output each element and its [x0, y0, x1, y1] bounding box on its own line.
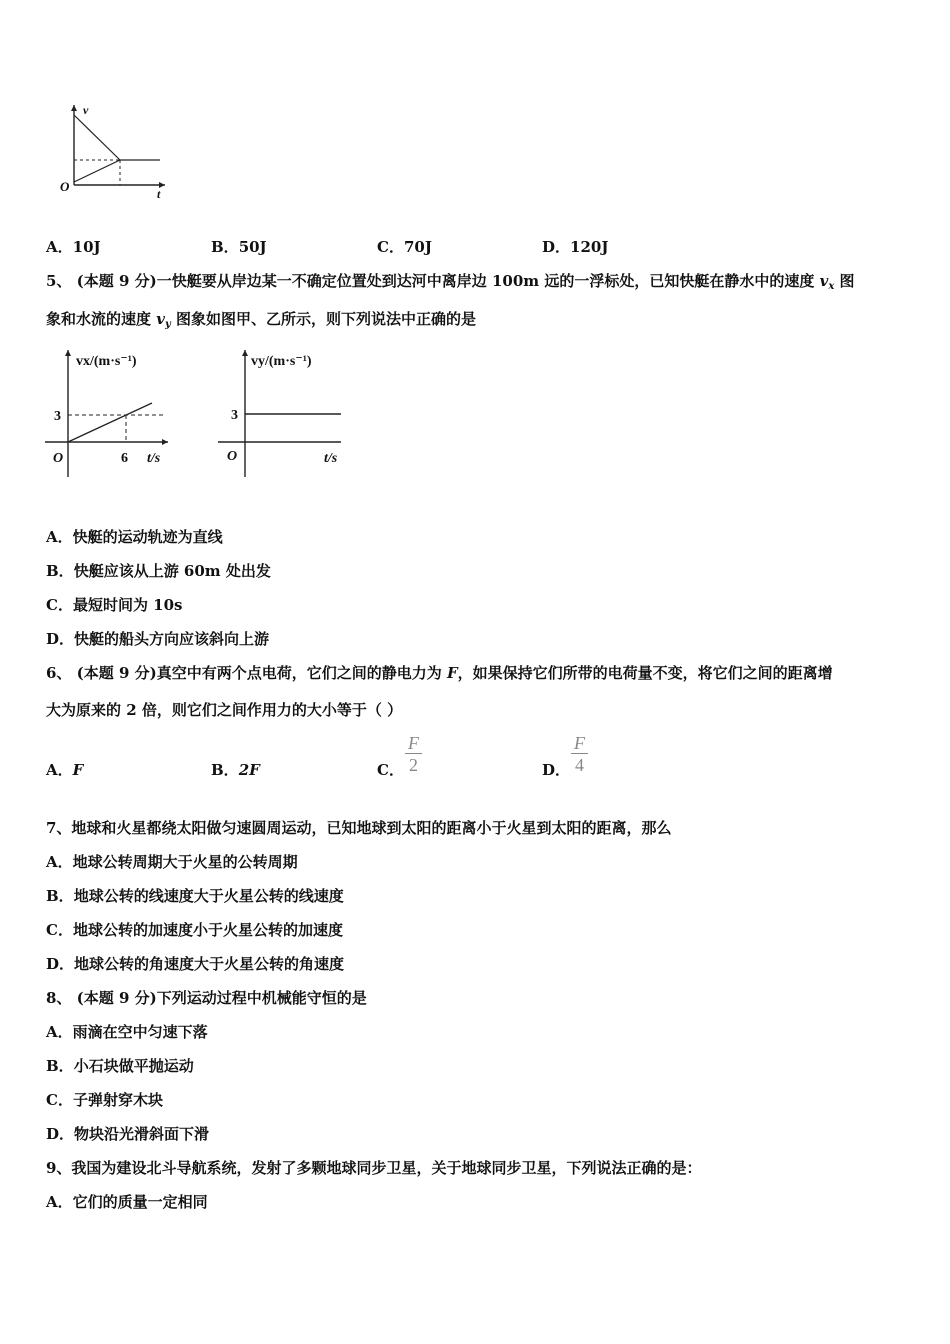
q8-option-a[interactable]: A．雨滴在空中匀速下落: [46, 1023, 208, 1041]
q4-graph-y-label: v: [83, 103, 89, 117]
q6-stem-line1: 6、 (本题 9 分)真空中有两个点电荷，它们之间的静电力为 F，如果保持它们所带的电荷量不变，将它们之间的距离增: [46, 664, 833, 682]
q7-stem: 7、地球和火星都绕太阳做匀速圆周运动，已知地球到太阳的距离小于火星到太阳的距离，那么: [46, 819, 672, 837]
q5-left-x-tick: 6: [121, 451, 128, 466]
q4-graph-origin: O: [60, 179, 70, 194]
q6-option-d-fraction: $\frac{F}{4}$: [571, 733, 588, 776]
q7-option-d[interactable]: D．地球公转的角速度大于火星公转的角速度: [46, 955, 345, 973]
q4-option-a[interactable]: A．10J: [46, 238, 101, 256]
q5-option-b[interactable]: B．快艇应该从上游 60m 处出发: [46, 562, 271, 580]
q5-right-origin: O: [227, 449, 238, 464]
q8-option-c[interactable]: C．子弹射穿木块: [46, 1091, 163, 1109]
q6-option-b[interactable]: B．2F: [211, 761, 260, 779]
q5-left-x-label: t/s: [147, 451, 161, 466]
q7-option-a[interactable]: A．地球公转周期大于火星的公转周期: [46, 853, 298, 871]
q5-option-a[interactable]: A．快艇的运动轨迹为直线: [46, 528, 223, 546]
q6-option-d[interactable]: D．: [542, 761, 571, 779]
q5-option-c[interactable]: C．最短时间为 10s: [46, 596, 183, 614]
q6-stem-line2: 大为原来的 2 倍，则它们之间作用力的大小等于（ ）: [46, 701, 403, 719]
q5-left-y-label: vx/(m·s⁻¹): [76, 354, 137, 369]
q5-graph-right: [213, 345, 353, 480]
q5-left-origin: O: [53, 451, 64, 466]
q4-graph-x-label: t: [157, 187, 161, 201]
q9-option-a[interactable]: A．它们的质量一定相同: [46, 1193, 208, 1211]
q5-stem-line1: 5、 (本题 9 分)一快艇要从岸边某一不确定位置处到达河中离岸边 100m 远的一浮标处，已知快艇在静水中的速度 $v_x$ 图: [46, 272, 855, 292]
q7-option-c[interactable]: C．地球公转的加速度小于火星公转的加速度: [46, 921, 343, 939]
q4-option-b[interactable]: B．50J: [211, 238, 267, 256]
q8-stem: 8、 (本题 9 分)下列运动过程中机械能守恒的是: [46, 989, 367, 1007]
q5-stem-line2: 象和水流的速度 $v_y$ 图象如图甲、乙所示，则下列说法中正确的是: [46, 310, 476, 330]
q5-left-y-tick: 3: [54, 409, 61, 424]
q6-option-c[interactable]: C．: [377, 761, 404, 779]
q8-option-b[interactable]: B．小石块做平抛运动: [46, 1057, 194, 1075]
q9-stem: 9、我国为建设北斗导航系统，发射了多颗地球同步卫星，关于地球同步卫星，下列说法正确的是：: [46, 1159, 702, 1177]
q5-right-y-tick: 3: [231, 408, 238, 423]
q4-option-c[interactable]: C．70J: [377, 238, 432, 256]
q7-option-b[interactable]: B．地球公转的线速度大于火星公转的线速度: [46, 887, 344, 905]
q5-right-x-label: t/s: [324, 451, 338, 466]
q4-vt-graph: [55, 100, 175, 200]
q5-right-y-label: vy/(m·s⁻¹): [251, 354, 312, 369]
q6-option-c-fraction: $\frac{F}{2}$: [405, 733, 422, 776]
q5-option-d[interactable]: D．快艇的船头方向应该斜向上游: [46, 630, 270, 648]
q5-graph-left: [40, 345, 180, 480]
q8-option-d[interactable]: D．物块沿光滑斜面下滑: [46, 1125, 210, 1143]
q6-option-a[interactable]: A．F: [46, 761, 84, 779]
q4-option-d[interactable]: D．120J: [542, 238, 609, 256]
